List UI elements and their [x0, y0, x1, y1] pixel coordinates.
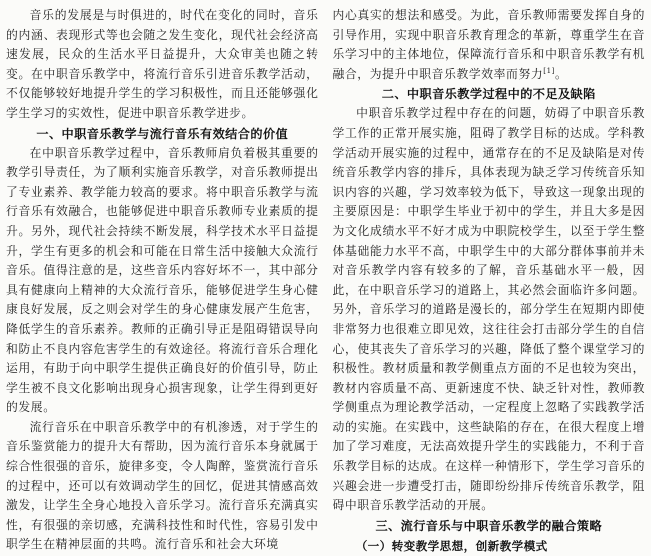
section-2-paragraph: 中职音乐教学过程中存在的问题，妨碍了中职音乐教学工作的正常开展实施，阻碍了教学目标的达成。学科教学活动开展实施的过程中，通常存在的不足及缺陷是对传统音乐教学内容的排斥，具体表现为缺乏学习传统音乐知识内容的兴趣，学习效率较为低下，导致这一现象出现的主要原因是：中职学生毕业于初中的学生，并且大多是因为文化成绩水平不好才成为中职院校学生，以至于学生整体基础能力水平不高，中职学生中的大部分群体事前并未对音乐教学内容有较多的了解，音乐基础水平一般，因此，在中职音乐学习的道路上，其必然会面临许多问题。另外，音乐学习的道路是漫长的，部分学生在短期内即使非常努力也很难立即见效，这往往会打击部分学生的自信心，使其丧失了音乐学习的兴趣，降低了整个课堂学习的积极性。教材质量和教学侧重点方面的不足也较为突出，教材内容质量不高、更新速度不快、缺乏针对性，教师教学侧重点为理论教学活动，一定程度上忽略了实践教学活动的实施。在实践中，这些缺陷的存在，在很大程度上增加了学习难度，无法高效提升学生的实践能力，不利于音乐教学目标的达成。在这样一种情形下，学生学习音乐的兴趣会进一步遭受打击，随即纷纷排斥传统音乐教学，阻碍中职音乐教学活动的开展。 [332, 106, 645, 513]
subsection-heading-3-1: （一）转变教学思想，创新教学模式 [355, 538, 548, 553]
continued-paragraph-end: 。 [554, 66, 568, 81]
right-column [332, 6, 646, 553]
continued-paragraph [333, 6, 646, 84]
section-heading-1: 一、中职音乐教学与流行音乐有效结合的价值 [36, 126, 289, 141]
citation-marker: [1] [543, 66, 555, 75]
continued-paragraph-text: 内心真实的想法和感受。为此，音乐教师需要发挥自身的引导作用，实现中职音乐教育理念的革新，尊重学生在音乐学习中的主体地位，保障流行音乐和中职音乐教学有机融合，为提升中职音乐教学效率而努力 [332, 8, 645, 81]
left-column [6, 6, 319, 552]
intro-paragraph: 音乐的发展是与时俱进的，时代在变化的同时，音乐的内涵、表现形式等也会随之发生变化，现代社会经济高速发展，民众的生活水平日益提升，大众审美也随之转变。在中职音乐教学中，将流行音乐引进音乐教学活动，不仅能够较好地提升学生的学习积极性，而且还能够强化学生学习的实效性，促进中职音乐教学进步。 [6, 8, 319, 120]
section-heading-3: 三、流行音乐与中职音乐教学的融合策略 [375, 518, 603, 533]
section-1-paragraph-2: 流行音乐在中职音乐教学中的有机渗透，对于学生的音乐鉴赏能力的提升大有帮助，因为流行音乐本身就属于综合性很强的音乐，旋律多变，令人陶醉，鉴赏流行音乐的过程中，还可以有效调动学生的回忆，促进其情感高效激发，让学生全身心地投入音乐学习。流行音乐充满真实性，有很强的亲切感，充满科技性和时代性，容易引发中职学生在精神层面的共鸣。流行音乐和社会大环境 [6, 419, 319, 552]
section-1-paragraph-1: 在中职音乐教学过程中，音乐教师肩负着极其重要的教学引导责任，为了顺利实施音乐教学，对音乐教师提出了专业素养、教学能力较高的要求。将中职音乐教学与流行音乐有效融合，也能够促进中职音乐教师专业素质的提升。另外，现代社会持续不断发展，科学技术水平日益提升，学生有更多的机会和可能在日常生活中接触大众流行音乐。值得注意的是，这些音乐内容好坏不一，其中部分具有健康向上精神的大众流行音乐，能够促进学生身心健康良好发展，反之则会对学生的身心健康发展产生危害，降低学生的音乐素养。教师的正确引导正是阻碍错误导向和防止不良内容危害学生的有效途径。将流行音乐合理化运用，有助于向中职学生提供正确良好的价值引导，防止学生被不良文化影响出现身心损害现象，让学生得到更好的发展。 [6, 145, 319, 415]
section-heading-2: 二、中职音乐教学过程中的不足及缺陷 [381, 87, 596, 102]
